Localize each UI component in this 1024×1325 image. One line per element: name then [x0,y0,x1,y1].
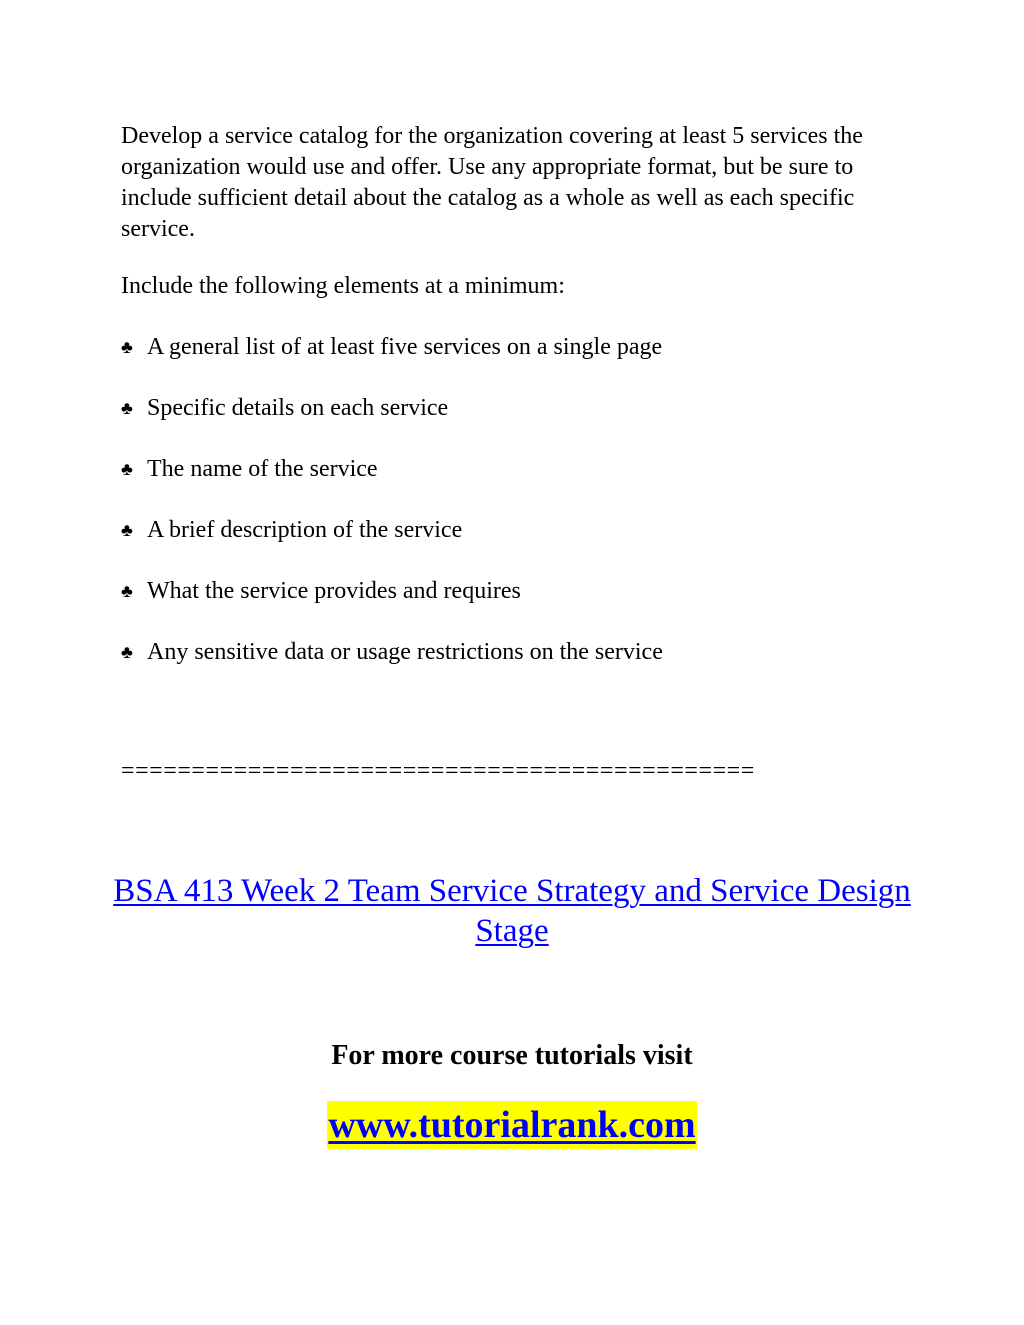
club-icon: ♣ [121,642,133,662]
list-item [121,332,663,393]
course-title-link[interactable]: BSA 413 Week 2 Team Service Strategy and Service Design Stage [113,873,911,949]
requirements-heading: Include the following elements at a minimum: [121,273,565,299]
list-item-text: The name of the service [147,456,378,482]
requirements-list [121,332,663,698]
website-link[interactable]: www.tutorialrank.com [327,1101,696,1149]
list-item-text: A general list of at least five services on a single page [147,334,663,360]
site-link-wrapper [0,1101,1024,1149]
list-item-text: Specific details on each service [147,395,449,421]
separator-line: ============================================= [121,758,755,784]
intro-paragraph: Develop a service catalog for the organization covering at least 5 services the organization would use and offer. Use any appropriate format, but be sure to include sufficient detail about the catalog as a whole as well as each specific service. [121,123,863,242]
list-item-text: Any sensitive data or usage restrictions on the service [147,639,663,665]
list-item-text: A brief description of the service [147,517,463,543]
club-icon: ♣ [121,337,133,357]
club-icon: ♣ [121,398,133,418]
list-item [121,454,663,515]
more-tutorials-text: For more course tutorials visit [331,1040,693,1071]
list-item-text: What the service provides and requires [147,578,521,604]
club-icon: ♣ [121,581,133,601]
list-item [121,637,663,698]
list-item [121,515,663,576]
list-item [121,393,663,454]
club-icon: ♣ [121,459,133,479]
club-icon: ♣ [121,520,133,540]
list-item [121,576,663,637]
